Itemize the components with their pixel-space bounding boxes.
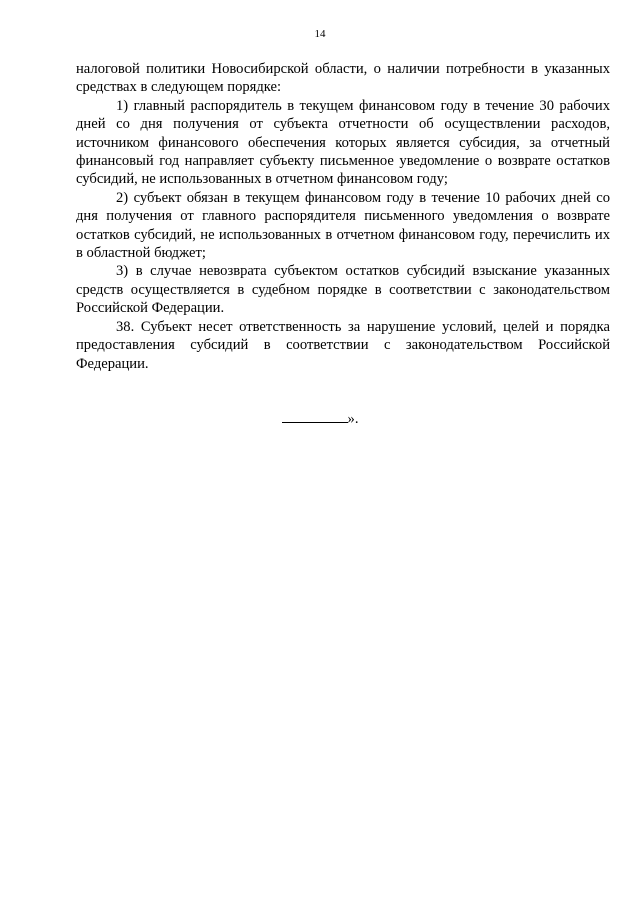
paragraph-item-3: 3) в случае невозврата субъектом остатков субсидий взыскание указанных средств осуществляется в судебном порядке в соответствии с законодательством Российской Федерации. (76, 263, 610, 317)
ending-underline (282, 409, 348, 423)
paragraph-clause-38: 38. Субъект несет ответственность за нарушение условий, целей и порядка предоставления субсидий в соответствии с законодательством Российской Федерации. (76, 318, 610, 372)
paragraph-item-2: 2) субъект обязан в текущем финансовом году в течение 10 рабочих дней со дня получения от главного распорядителя письменного уведомления о возврате остатков субсидий, не использованных в отчетном финансовом году, перечислить их в областной бюджет; (76, 189, 610, 262)
paragraph-item-1: 1) главный распорядитель в текущем финансовом году в течение 30 рабочих дней со дня получения от субъекта отчетности об осуществлении расходов, источником финансового обеспечения которых является субсидия, за отчетный финансовый год направляет субъекту письменное уведомление о возврате остатков субсидий, не использованных в отчетном финансовом году; (76, 97, 610, 188)
ending-closing-mark: ». (347, 411, 359, 427)
document-ending (0, 409, 640, 428)
page-number: 14 (314, 28, 326, 40)
paragraph-continuation: налоговой политики Новосибирской области, о наличии потребности в указанных средствах в следующем порядке: (76, 61, 610, 96)
document-body (76, 60, 610, 373)
